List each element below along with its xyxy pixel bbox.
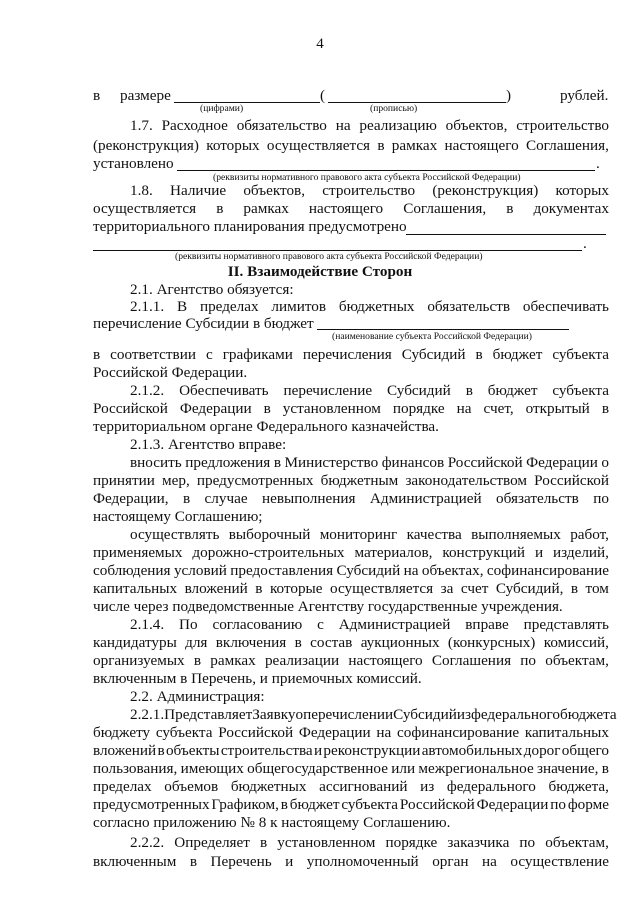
word: о xyxy=(295,706,304,723)
word: пределах xyxy=(93,778,152,795)
p213a-line-4: настоящему Соглашению; xyxy=(93,508,263,525)
word: согласованию xyxy=(212,616,303,633)
word: аукционных xyxy=(360,634,440,651)
word: или xyxy=(391,760,416,777)
word: пределах xyxy=(199,298,259,315)
word: 2.1.1. xyxy=(130,298,165,315)
word: о xyxy=(601,454,609,471)
word: Субсидий xyxy=(401,346,466,363)
word: в xyxy=(260,834,268,851)
word: субъекта xyxy=(155,724,213,741)
p211-line-1 xyxy=(130,298,609,316)
p221-line-5 xyxy=(93,778,609,796)
word: вправе xyxy=(465,616,509,633)
word: бюджет xyxy=(492,346,543,363)
word: из xyxy=(456,706,472,723)
word: Российской xyxy=(534,472,609,489)
word: в xyxy=(157,742,165,759)
word: субъекта xyxy=(552,382,609,399)
word: в xyxy=(189,853,198,870)
word: объектах, xyxy=(421,562,484,579)
word: общегосударственное xyxy=(247,760,388,777)
word: значение, xyxy=(537,760,599,777)
caption-words: (прописью) xyxy=(370,103,418,114)
word: Субсидий, xyxy=(495,580,564,597)
word: состав xyxy=(310,634,353,651)
caption-subject: (наименование субъекта Российской Федерации) xyxy=(332,331,532,342)
word: уполномоченный xyxy=(306,853,419,870)
word: Соглашения, xyxy=(525,137,609,154)
word: комиссий, xyxy=(543,634,609,651)
word: Перечень xyxy=(210,853,272,870)
word: настоящего xyxy=(348,652,423,669)
word: (реконструкция) xyxy=(432,182,539,199)
word: объекты xyxy=(165,742,220,759)
word: осуществление xyxy=(510,853,609,870)
word: по xyxy=(593,490,609,507)
word: Федерации xyxy=(526,454,598,471)
word: дорожно-строительных xyxy=(192,544,345,561)
word: заказчика xyxy=(447,834,510,851)
word: и xyxy=(285,853,294,870)
p211-line-2: перечисление Субсидии в бюджет xyxy=(93,315,314,332)
word: соблюдения xyxy=(93,562,171,579)
word: субъекта xyxy=(341,796,398,813)
word: в xyxy=(506,200,514,217)
section-title: II. Взаимодействие Сторон xyxy=(227,263,413,280)
word: включения xyxy=(215,634,287,651)
p221-line-2 xyxy=(93,724,609,742)
word: включенным xyxy=(93,853,177,870)
word: финансов xyxy=(381,454,445,471)
word: графиками xyxy=(222,346,293,363)
word: бюджет xyxy=(487,382,538,399)
word: осуществляется xyxy=(266,137,371,154)
amount-prefix: в xyxy=(93,87,101,104)
word: установленном xyxy=(282,400,381,417)
word: настоящего xyxy=(444,137,519,154)
word: на xyxy=(456,400,472,417)
word: и xyxy=(534,544,544,561)
word: выборочный xyxy=(228,526,311,543)
word: обязательство xyxy=(236,117,327,134)
word: ассигнований xyxy=(319,778,408,795)
word: Российской xyxy=(218,724,294,741)
word: документах xyxy=(533,200,609,217)
word: 1.8. xyxy=(130,182,153,199)
word: Российской xyxy=(447,454,523,471)
p221-line-7: согласно приложению № 8 к настоящему Соглашению. xyxy=(93,814,451,831)
amount-label: размере xyxy=(120,87,171,104)
word: Обеспечивать xyxy=(179,382,269,399)
p17-line-3: установлено xyxy=(93,155,174,172)
word: кандидатуры xyxy=(93,634,177,651)
word: объектов, xyxy=(243,182,306,199)
word: дорог xyxy=(523,742,561,759)
word: форме xyxy=(567,796,609,813)
word: применяемых xyxy=(93,544,183,561)
word: (реконструкция) xyxy=(93,137,199,154)
word: по xyxy=(550,796,566,813)
word: предложения xyxy=(185,454,271,471)
word: лимитов xyxy=(271,298,327,315)
word: Расходное xyxy=(161,117,228,134)
word: вложений xyxy=(93,742,157,759)
word: реализации xyxy=(264,652,340,669)
word: случае xyxy=(204,490,248,507)
word: межрегиональное xyxy=(418,760,534,777)
word: объектов, xyxy=(445,117,508,134)
word: обязательств xyxy=(496,490,579,507)
caption-digits: (цифрами) xyxy=(200,103,244,114)
word: предоставления xyxy=(230,562,334,579)
p213b-line-3 xyxy=(93,562,609,580)
word: на xyxy=(481,853,497,870)
word: перечисление xyxy=(283,382,373,399)
p212-line-1 xyxy=(130,382,609,400)
word: порядке xyxy=(392,400,445,417)
word: бюджетным xyxy=(320,472,399,489)
word: В xyxy=(176,298,188,315)
p213b-line-4 xyxy=(93,580,609,598)
word: в xyxy=(377,137,385,154)
word: 2.1.4. xyxy=(130,616,165,633)
word: предусмотренных xyxy=(93,796,210,813)
word: невыполнения xyxy=(262,490,356,507)
p221-line-1 xyxy=(130,706,617,724)
p17-line-1 xyxy=(130,117,609,135)
word: Субсидий xyxy=(393,706,457,723)
amount-open-paren: ( xyxy=(320,87,326,104)
p17-line-2 xyxy=(93,137,609,155)
word: субъекта xyxy=(552,346,609,363)
word: законодательством xyxy=(405,472,527,489)
word: имеющих xyxy=(180,760,244,777)
p214-line-4: включенным в Перечень, и приемочных комиссий. xyxy=(93,670,422,687)
word: в xyxy=(601,400,609,417)
p212-line-2 xyxy=(93,400,609,418)
p221-line-3 xyxy=(93,742,609,760)
word: реконструкции xyxy=(323,742,421,759)
word: По xyxy=(179,616,198,633)
word: строительство xyxy=(516,117,609,134)
word: на xyxy=(376,724,392,741)
word: Российской xyxy=(93,400,168,417)
word: объектам, xyxy=(545,834,609,851)
p213a-line-2 xyxy=(93,472,609,490)
p213b-line-2 xyxy=(93,544,609,562)
p221-line-6 xyxy=(93,796,609,814)
word: бюджет xyxy=(289,796,340,813)
word: 1.7. xyxy=(130,117,153,134)
word: в xyxy=(465,382,473,399)
page-number: 4 xyxy=(316,36,324,52)
word: осуществляется xyxy=(93,200,197,217)
p213: 2.1.3. Агентство вправе: xyxy=(130,436,287,453)
word: с xyxy=(317,616,324,633)
p213b-line-1 xyxy=(130,526,609,544)
word: Федерации xyxy=(476,796,549,813)
word: мер, xyxy=(162,472,190,489)
word: объемов xyxy=(164,778,219,795)
word: Администрацией xyxy=(338,616,451,633)
word: в xyxy=(216,200,224,217)
word: качества xyxy=(406,526,462,543)
word: выполняемых xyxy=(471,526,561,543)
word: в xyxy=(601,760,609,777)
p222-line-1 xyxy=(130,834,609,852)
p214-line-1 xyxy=(130,616,609,634)
word: представлять xyxy=(523,616,609,633)
word: Наличие xyxy=(170,182,227,199)
word: в xyxy=(475,346,483,363)
word: которые xyxy=(269,580,323,597)
word: объектам, xyxy=(545,652,609,669)
p211-line-3 xyxy=(93,346,609,364)
word: софинансирование xyxy=(397,724,520,741)
p212-line-3: территориальном органе Федерального казначейства. xyxy=(93,418,439,435)
word: обязательств xyxy=(427,298,511,315)
p222-line-2 xyxy=(93,853,609,871)
word: Субсидий xyxy=(336,562,401,579)
amount-currency: рублей. xyxy=(560,87,609,104)
word: из xyxy=(420,778,435,795)
word: в xyxy=(570,580,579,597)
word: вносить xyxy=(130,454,182,471)
word: по xyxy=(520,652,537,669)
word: в xyxy=(273,454,281,471)
word: пользования, xyxy=(93,760,178,777)
word: Графиком, xyxy=(211,796,279,813)
word: в xyxy=(280,796,288,813)
word: осуществляется xyxy=(330,580,434,597)
word: конструкций xyxy=(442,544,526,561)
word: Федерации, xyxy=(93,490,169,507)
word: 2.1.2. xyxy=(130,382,165,399)
word: изделий, xyxy=(553,544,609,561)
caption-act-1: (реквизиты нормативного правового акта субъекта Российской Федерации) xyxy=(213,172,521,183)
word: Заявку xyxy=(252,706,296,723)
word: 2.2.2. xyxy=(130,834,165,851)
word: федерального xyxy=(471,706,561,723)
word: перечисления xyxy=(302,346,392,363)
p211-subject-field xyxy=(317,329,569,330)
caption-act-2: (реквизиты нормативного правового акта субъекта Российской Федерации) xyxy=(175,251,483,262)
p213a-line-3 xyxy=(93,490,609,508)
word: автомобильных xyxy=(421,742,523,759)
word: Федерации xyxy=(298,724,371,741)
p214-line-2 xyxy=(93,634,609,652)
word: Соглашения xyxy=(431,652,512,669)
word: соответствии xyxy=(110,346,196,363)
word: настоящего xyxy=(308,200,384,217)
word: общего xyxy=(561,742,609,759)
word: и xyxy=(313,742,323,759)
p17-period: . xyxy=(596,155,600,172)
word: в xyxy=(182,490,191,507)
word: за xyxy=(440,580,454,597)
word: Федерации xyxy=(179,400,252,417)
p214-line-3 xyxy=(93,652,609,670)
p221-line-4 xyxy=(93,760,609,778)
p18-line-1 xyxy=(130,182,609,200)
word: мониторинг xyxy=(319,526,398,543)
word: (конкурсных) xyxy=(447,634,536,651)
p213b-line-5: числе через подведомственные Агентству государственные учреждения. xyxy=(93,598,563,615)
word: в xyxy=(294,634,302,651)
word: Субсидий xyxy=(387,382,451,399)
word: счет, xyxy=(483,400,514,417)
p17-act-field xyxy=(177,170,595,171)
word: реализацию xyxy=(359,117,437,134)
word: которых xyxy=(555,182,609,199)
word: федерального xyxy=(446,778,536,795)
word: бюджетных xyxy=(338,298,415,315)
word: условий xyxy=(173,562,227,579)
word: с xyxy=(205,346,213,363)
word: работ, xyxy=(570,526,609,543)
p18-act-field-a xyxy=(406,234,606,235)
word: строительства xyxy=(220,742,313,759)
word: для xyxy=(185,634,208,651)
word: осуществлять xyxy=(130,526,220,543)
word: в xyxy=(93,346,101,363)
p18-line-2 xyxy=(93,200,609,218)
word: на xyxy=(403,562,419,579)
word: открытый xyxy=(525,400,590,417)
word: установленном xyxy=(277,834,376,851)
word: Администрацией xyxy=(369,490,482,507)
word: софинансирование xyxy=(486,562,609,579)
word: том xyxy=(585,580,609,597)
word: строительство xyxy=(322,182,416,199)
word: рамках xyxy=(243,200,289,217)
amount-digits-field xyxy=(174,102,320,103)
word: бюджета, xyxy=(548,778,609,795)
word: по xyxy=(519,834,536,851)
word: капитальных xyxy=(524,724,609,741)
word: порядке xyxy=(385,834,438,851)
word: счет xyxy=(460,580,489,597)
word: бюджетных xyxy=(230,778,307,795)
word: Представляет xyxy=(164,706,253,723)
word: материалов, xyxy=(354,544,433,561)
word: бюджету xyxy=(93,724,151,741)
word: организуемых xyxy=(93,652,185,669)
word: которых xyxy=(206,137,260,154)
word: рамках xyxy=(210,652,256,669)
word: перечислении xyxy=(303,706,394,723)
word: на xyxy=(335,117,351,134)
word: предусмотренных xyxy=(196,472,314,489)
word: вложений xyxy=(184,580,248,597)
p213a-line-1 xyxy=(130,454,609,472)
word: обеспечивать xyxy=(522,298,609,315)
word: капитальных xyxy=(93,580,178,597)
p18-period: . xyxy=(583,235,587,252)
word: Соглашения, xyxy=(403,200,487,217)
word: в xyxy=(255,580,263,597)
p21: 2.1. Агентство обязуется: xyxy=(130,281,294,298)
p18-line-3: территориального планирования предусмотрено xyxy=(93,218,407,235)
word: орган xyxy=(432,853,469,870)
word: Министерство xyxy=(284,454,379,471)
word: рамках xyxy=(391,137,438,154)
p22: 2.2. Администрация: xyxy=(130,688,265,705)
amount-close-paren: ) xyxy=(506,87,512,104)
word: бюджета xyxy=(560,706,617,723)
p211-line-4: Российской Федерации. xyxy=(93,364,248,381)
word: в xyxy=(263,400,271,417)
word: Российской xyxy=(399,796,475,813)
word: Определяет xyxy=(174,834,250,851)
word: принятии xyxy=(93,472,155,489)
word: в xyxy=(193,652,202,669)
word: 2.2.1. xyxy=(130,706,165,723)
